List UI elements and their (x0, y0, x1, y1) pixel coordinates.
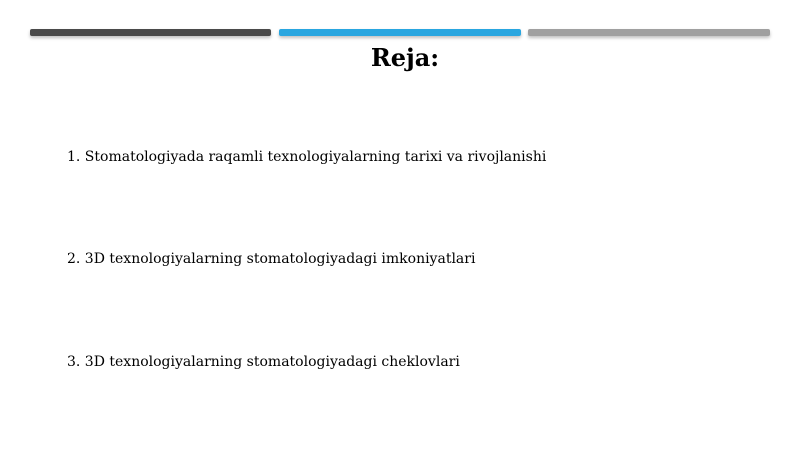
plan-item-3: 3. 3D texnologiyalarning stomatologiyadagi cheklovlari (67, 354, 460, 370)
header-bar-middle (279, 29, 521, 36)
header-bar-right (528, 29, 770, 36)
header-bar-left (30, 29, 271, 36)
plan-item-1: 1. Stomatologiyada raqamli texnologiyalarning tarixi va rivojlanishi (67, 149, 547, 165)
slide-title: Reja: (370, 43, 440, 72)
plan-item-2: 2. 3D texnologiyalarning stomatologiyadagi imkoniyatlari (67, 251, 476, 267)
